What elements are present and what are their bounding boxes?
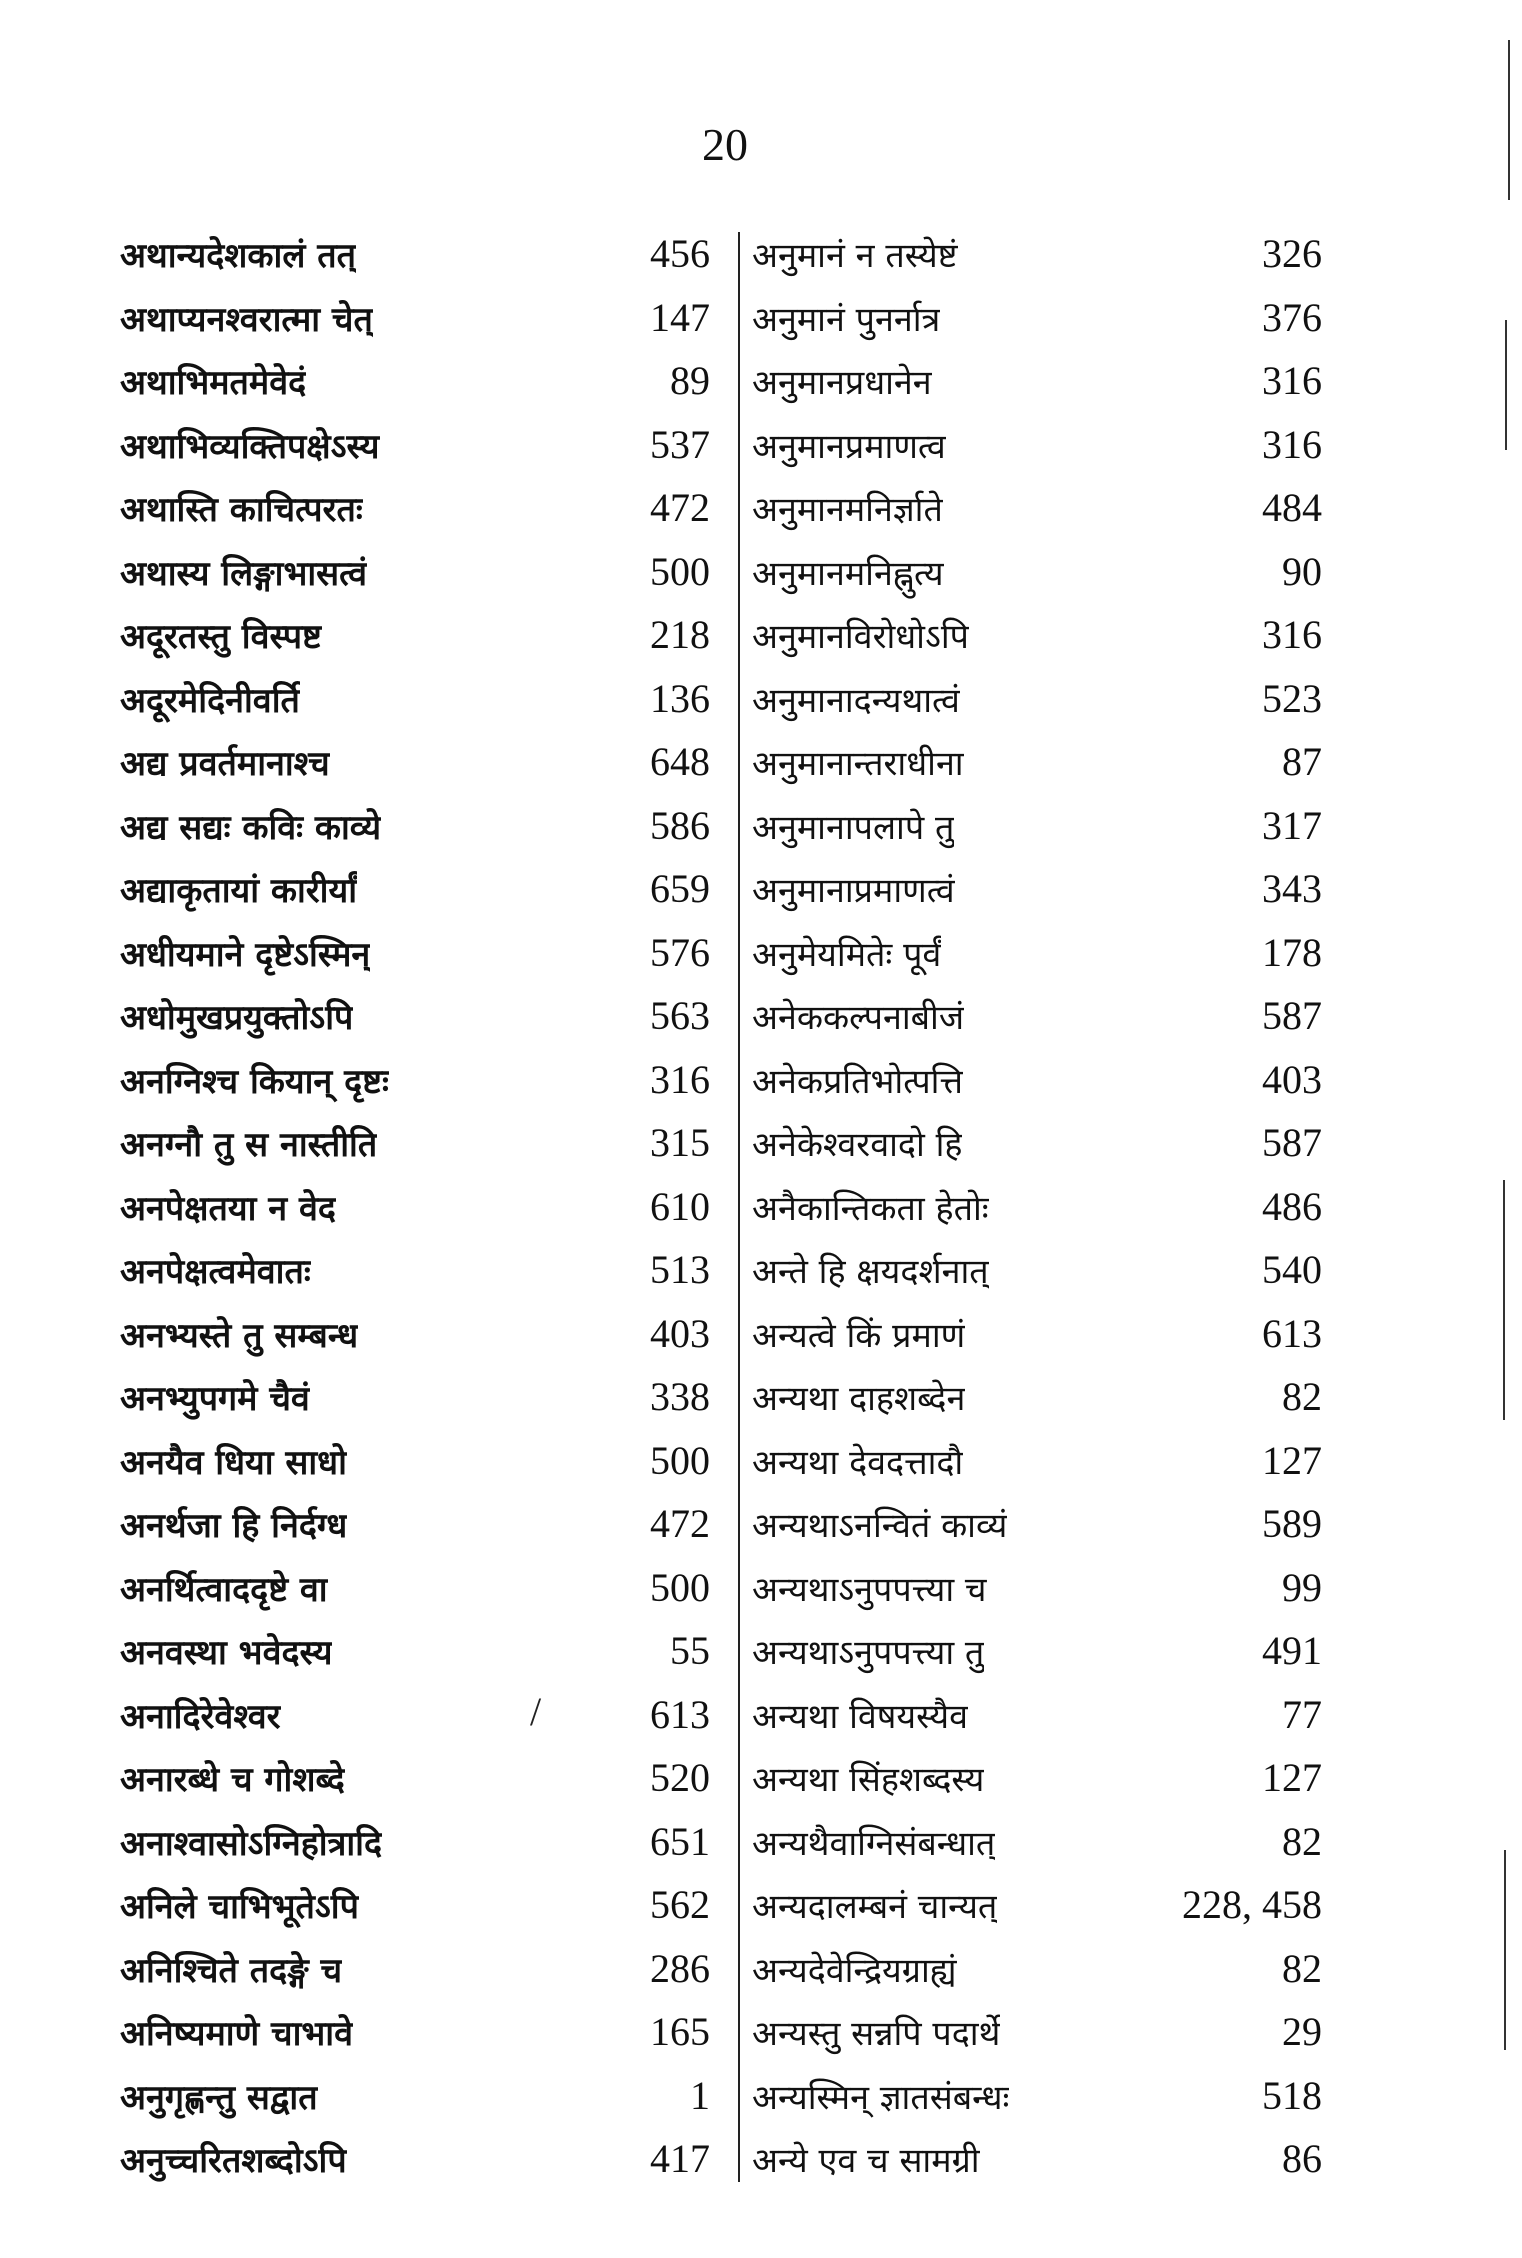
index-term: अधीयमाने दृष्टेऽस्मिन् <box>120 934 371 975</box>
index-term: अन्यथाऽनन्वितं काव्यं <box>752 1506 1008 1546</box>
index-term: अनुमानप्रमाणत्व <box>752 426 946 467</box>
index-page-ref: 218 <box>650 612 710 657</box>
index-page-ref: 326 <box>1262 231 1322 276</box>
index-entry <box>120 2064 710 2128</box>
index-page-ref: 82 <box>1282 1374 1322 1419</box>
index-entry <box>120 1302 710 1366</box>
index-entry <box>752 1746 1322 1810</box>
index-entry <box>120 540 710 604</box>
index-term: अनग्नौ तु स नास्तीति <box>120 1125 378 1165</box>
index-entry <box>752 1365 1322 1429</box>
index-entry <box>752 921 1322 985</box>
index-entry <box>120 1937 710 2001</box>
index-term: अनुमानमनिर्ज्ञाते <box>752 490 943 530</box>
index-term: अनर्थित्वाददृष्टे वा <box>120 1569 328 1610</box>
index-term: अनिष्यमाणे चाभावे <box>120 2014 354 2054</box>
index-page-ref: 376 <box>1262 294 1322 340</box>
index-term: अनादिरेवेश्वर <box>120 1696 281 1737</box>
index-entry <box>752 1429 1322 1493</box>
index-entry <box>120 476 710 540</box>
right-edge-scan-mark <box>1503 1180 1505 1420</box>
right-edge-scan-mark <box>1504 1850 1506 2050</box>
index-page-ref: 86 <box>1282 2136 1322 2181</box>
index-entry <box>120 2000 710 2064</box>
index-page-ref: 518 <box>1262 2072 1322 2118</box>
index-entry <box>120 1175 710 1239</box>
index-page-ref: 82 <box>1282 1945 1322 1991</box>
index-term: अनुमेयमितेः पूर्वं <box>752 934 942 975</box>
index-page-ref: 315 <box>650 1120 710 1165</box>
index-entry <box>752 1111 1322 1175</box>
index-entry <box>120 2127 710 2191</box>
index-entry <box>120 1556 710 1620</box>
index-page-ref: 338 <box>650 1374 710 1419</box>
index-entry <box>120 1683 710 1747</box>
index-term: अनेकेश्वरवादो हि <box>752 1125 963 1165</box>
right-edge-scan-mark <box>1508 40 1510 200</box>
index-entry <box>120 603 710 667</box>
index-entry <box>752 1810 1322 1874</box>
index-entry <box>752 1556 1322 1620</box>
index-page-ref: 316 <box>1262 421 1322 467</box>
index-page-ref: 127 <box>1262 1437 1322 1483</box>
index-page-ref: 316 <box>650 1056 710 1102</box>
index-term: अनुमानाप्रमाणत्वं <box>752 871 955 911</box>
index-page-ref: 491 <box>1262 1628 1322 1673</box>
index-page-ref: 87 <box>1282 739 1322 784</box>
index-entry <box>120 222 710 286</box>
index-entry <box>752 1619 1322 1683</box>
index-entry <box>120 349 710 413</box>
index-term: अथाप्यनश्वरात्मा चेत् <box>120 299 373 340</box>
index-term: अन्यथा विषयस्यैव <box>752 1696 968 1737</box>
index-term: अथाभिमतमेवेदं <box>120 363 307 403</box>
index-entry <box>120 1429 710 1493</box>
index-page-ref: 563 <box>650 993 710 1038</box>
index-page-ref: 178 <box>1262 929 1322 975</box>
index-page-ref: 613 <box>1262 1310 1322 1356</box>
right-edge-scan-mark <box>1505 320 1507 450</box>
index-page-ref: 520 <box>650 1755 710 1800</box>
index-column-right <box>752 222 1322 2212</box>
index-entry <box>120 730 710 794</box>
index-page-ref: 89 <box>670 358 710 403</box>
index-entry <box>120 1810 710 1874</box>
index-term: अनभ्यस्ते तु सम्बन्ध <box>120 1315 359 1356</box>
index-term: अन्यथाऽनुपपत्त्या तु <box>752 1633 985 1673</box>
index-entry <box>120 1492 710 1556</box>
index-entry <box>752 413 1322 477</box>
index-entry <box>120 857 710 921</box>
index-page-ref: 500 <box>650 1564 710 1610</box>
index-page-ref: 562 <box>650 1882 710 1927</box>
index-entry <box>120 667 710 731</box>
index-term: अद्य प्रवर्तमानाश्च <box>120 744 330 784</box>
index-entry <box>752 2127 1322 2191</box>
index-term: अनुमानादन्यथात्वं <box>752 680 960 721</box>
index-term: अन्यथा दाहशब्देन <box>752 1379 966 1419</box>
index-entry <box>120 921 710 985</box>
index-term: अनिश्चिते तदङ्गे च <box>120 1950 343 1991</box>
index-term: अनाश्वासोऽग्निहोत्रादि <box>120 1823 383 1864</box>
index-page-ref: 456 <box>650 231 710 276</box>
index-entry <box>120 1746 710 1810</box>
index-term: अनग्निश्च कियान् दृष्टः <box>120 1061 389 1102</box>
index-page-ref: 500 <box>650 548 710 594</box>
column-divider <box>738 232 740 2182</box>
index-page-ref: 403 <box>1262 1056 1322 1102</box>
index-page-ref: 29 <box>1282 2009 1322 2054</box>
index-page-ref: 99 <box>1282 1564 1322 1610</box>
index-term: अनैकान्तिकता हेतोः <box>752 1188 989 1229</box>
index-page-ref: 586 <box>650 802 710 848</box>
index-page-ref: 486 <box>1262 1183 1322 1229</box>
index-term: अनेकप्रतिभोत्पत्ति <box>752 1061 963 1102</box>
index-term: अनुमानान्तराधीना <box>752 744 964 784</box>
index-term: अदूरतस्तु विस्पष्ट <box>120 617 322 657</box>
index-page-ref: 651 <box>650 1818 710 1864</box>
index-page-ref: 316 <box>1262 358 1322 403</box>
index-page-ref: 610 <box>650 1183 710 1229</box>
index-term: अनिले चाभिभूतेऽपि <box>120 1887 359 1927</box>
index-term: अनुमानविरोधोऽपि <box>752 617 969 657</box>
index-entry <box>752 667 1322 731</box>
index-entry <box>752 2064 1322 2128</box>
index-term: अथास्ति काचित्परतः <box>120 490 363 530</box>
index-page-ref: 587 <box>1262 1120 1322 1165</box>
index-entry <box>120 1048 710 1112</box>
index-term: अन्यथाऽनुपपत्त्या च <box>752 1569 987 1610</box>
index-entry <box>752 1683 1322 1747</box>
index-entry <box>752 222 1322 286</box>
index-page-ref: 537 <box>650 421 710 467</box>
index-term: अन्यदेवेन्द्रियग्राह्यं <box>752 1950 957 1991</box>
index-page-ref: 136 <box>650 675 710 721</box>
index-page-ref: 165 <box>650 2009 710 2054</box>
index-entry <box>752 1492 1322 1556</box>
index-term: अनारब्धे च गोशब्दे <box>120 1760 345 1800</box>
index-page-ref: 576 <box>650 929 710 975</box>
index-entry <box>752 476 1322 540</box>
index-entry <box>120 1619 710 1683</box>
index-page-ref: 472 <box>650 1501 710 1546</box>
index-page-ref: 316 <box>1262 612 1322 657</box>
index-page-ref: 147 <box>650 294 710 340</box>
index-entry <box>120 1365 710 1429</box>
index-page-ref: 523 <box>1262 675 1322 721</box>
index-entry <box>120 286 710 350</box>
index-page-ref: 82 <box>1282 1818 1322 1864</box>
index-page-ref: 90 <box>1282 548 1322 594</box>
index-entry <box>752 603 1322 667</box>
index-entry <box>120 984 710 1048</box>
index-entry <box>752 1048 1322 1112</box>
index-term: अनुमानापलापे तु <box>752 807 955 848</box>
index-term: अनुमानं पुनर्नात्र <box>752 299 941 340</box>
index-term: अनपेक्षत्वमेवातः <box>120 1252 311 1292</box>
index-page-ref: 403 <box>650 1310 710 1356</box>
index-entry <box>752 540 1322 604</box>
index-term: अन्यथा सिंहशब्दस्य <box>752 1760 985 1800</box>
index-entry <box>120 413 710 477</box>
index-term: अनर्थजा हि निर्दग्ध <box>120 1506 348 1546</box>
index-term: अनवस्था भवेदस्य <box>120 1633 333 1673</box>
index-page-ref: 127 <box>1262 1755 1322 1800</box>
index-column-left <box>120 222 710 2212</box>
index-entry <box>752 1937 1322 2001</box>
index-page-ref: 317 <box>1262 802 1322 848</box>
index-page-ref: 613 <box>650 1691 710 1737</box>
margin-slash-mark: / <box>530 1689 542 1734</box>
index-entry <box>752 730 1322 794</box>
index-page-ref: 1 <box>690 2072 710 2118</box>
index-entry <box>120 794 710 858</box>
index-page-ref: 500 <box>650 1437 710 1483</box>
index-page-ref: 648 <box>650 739 710 784</box>
index-entry <box>752 1238 1322 1302</box>
index-term: अथाभिव्यक्तिपक्षेऽस्य <box>120 426 380 467</box>
index-page-ref: 659 <box>650 866 710 911</box>
index-term: अनुमानप्रधानेन <box>752 363 932 403</box>
page-number: 20 <box>702 119 748 170</box>
index-term: अन्यस्तु सन्नपि पदार्थे <box>752 2014 1001 2054</box>
index-term: अन्यत्वे किं प्रमाणं <box>752 1315 966 1356</box>
index-entry <box>752 2000 1322 2064</box>
index-page-ref: 540 <box>1262 1247 1322 1292</box>
index-entry <box>752 286 1322 350</box>
index-page-ref: 228, 458 <box>1182 1882 1322 1927</box>
index-term: अन्ये एव च सामग्री <box>752 2141 980 2181</box>
index-term: अनुच्चरितशब्दोऽपि <box>120 2141 347 2181</box>
index-entry <box>120 1238 710 1302</box>
index-term: अनुगृह्णन्तु सद्वात <box>120 2077 318 2118</box>
index-term: अदूरमेदिनीवर्ति <box>120 680 300 721</box>
index-term: अनेककल्पनाबीजं <box>752 998 965 1038</box>
index-term: अद्य सद्यः कविः काव्ये <box>120 807 382 848</box>
index-entry <box>752 1302 1322 1366</box>
index-term: अधोमुखप्रयुक्तोऽपि <box>120 998 354 1038</box>
index-term: अन्यथा देवदत्तादौ <box>752 1442 964 1483</box>
index-entry <box>752 349 1322 413</box>
index-page-ref: 589 <box>1262 1501 1322 1546</box>
index-term: अद्याकृतायां कारीर्यां <box>120 871 358 911</box>
index-term: अन्यदालम्बनं चान्यत् <box>752 1887 998 1927</box>
index-term: अनभ्युपगमे चैवं <box>120 1379 310 1419</box>
index-term: अनुमानमनिह्नुत्य <box>752 553 944 594</box>
index-term: अथास्य लिङ्गाभासत्वं <box>120 553 368 594</box>
index-entry <box>120 1873 710 1937</box>
index-page-ref: 513 <box>650 1247 710 1292</box>
index-entry <box>752 794 1322 858</box>
index-term: अनपेक्षतया न वेद <box>120 1188 336 1229</box>
index-term: अन्ते हि क्षयदर्शनात् <box>752 1252 989 1292</box>
index-page-ref: 587 <box>1262 993 1322 1038</box>
index-entry <box>752 857 1322 921</box>
index-page-ref: 484 <box>1262 485 1322 530</box>
index-entry <box>752 1873 1322 1937</box>
index-term: अनुमानं न तस्येष्टं <box>752 236 958 276</box>
index-page-ref: 343 <box>1262 866 1322 911</box>
index-term: अथान्यदेशकालं तत् <box>120 236 356 276</box>
index-page-ref: 417 <box>650 2136 710 2181</box>
index-entry <box>120 1111 710 1175</box>
index-term: अनयैव धिया साधो <box>120 1442 347 1483</box>
index-entry <box>752 984 1322 1048</box>
index-page-ref: 77 <box>1282 1691 1322 1737</box>
index-term: अन्यस्मिन् ज्ञातसंबन्धः <box>752 2077 1010 2118</box>
index-page-ref: 472 <box>650 485 710 530</box>
index-page-ref: 286 <box>650 1945 710 1991</box>
index-term: अन्यथैवाग्निसंबन्धात् <box>752 1823 996 1864</box>
index-page-ref: 55 <box>670 1628 710 1673</box>
index-entry <box>752 1175 1322 1239</box>
